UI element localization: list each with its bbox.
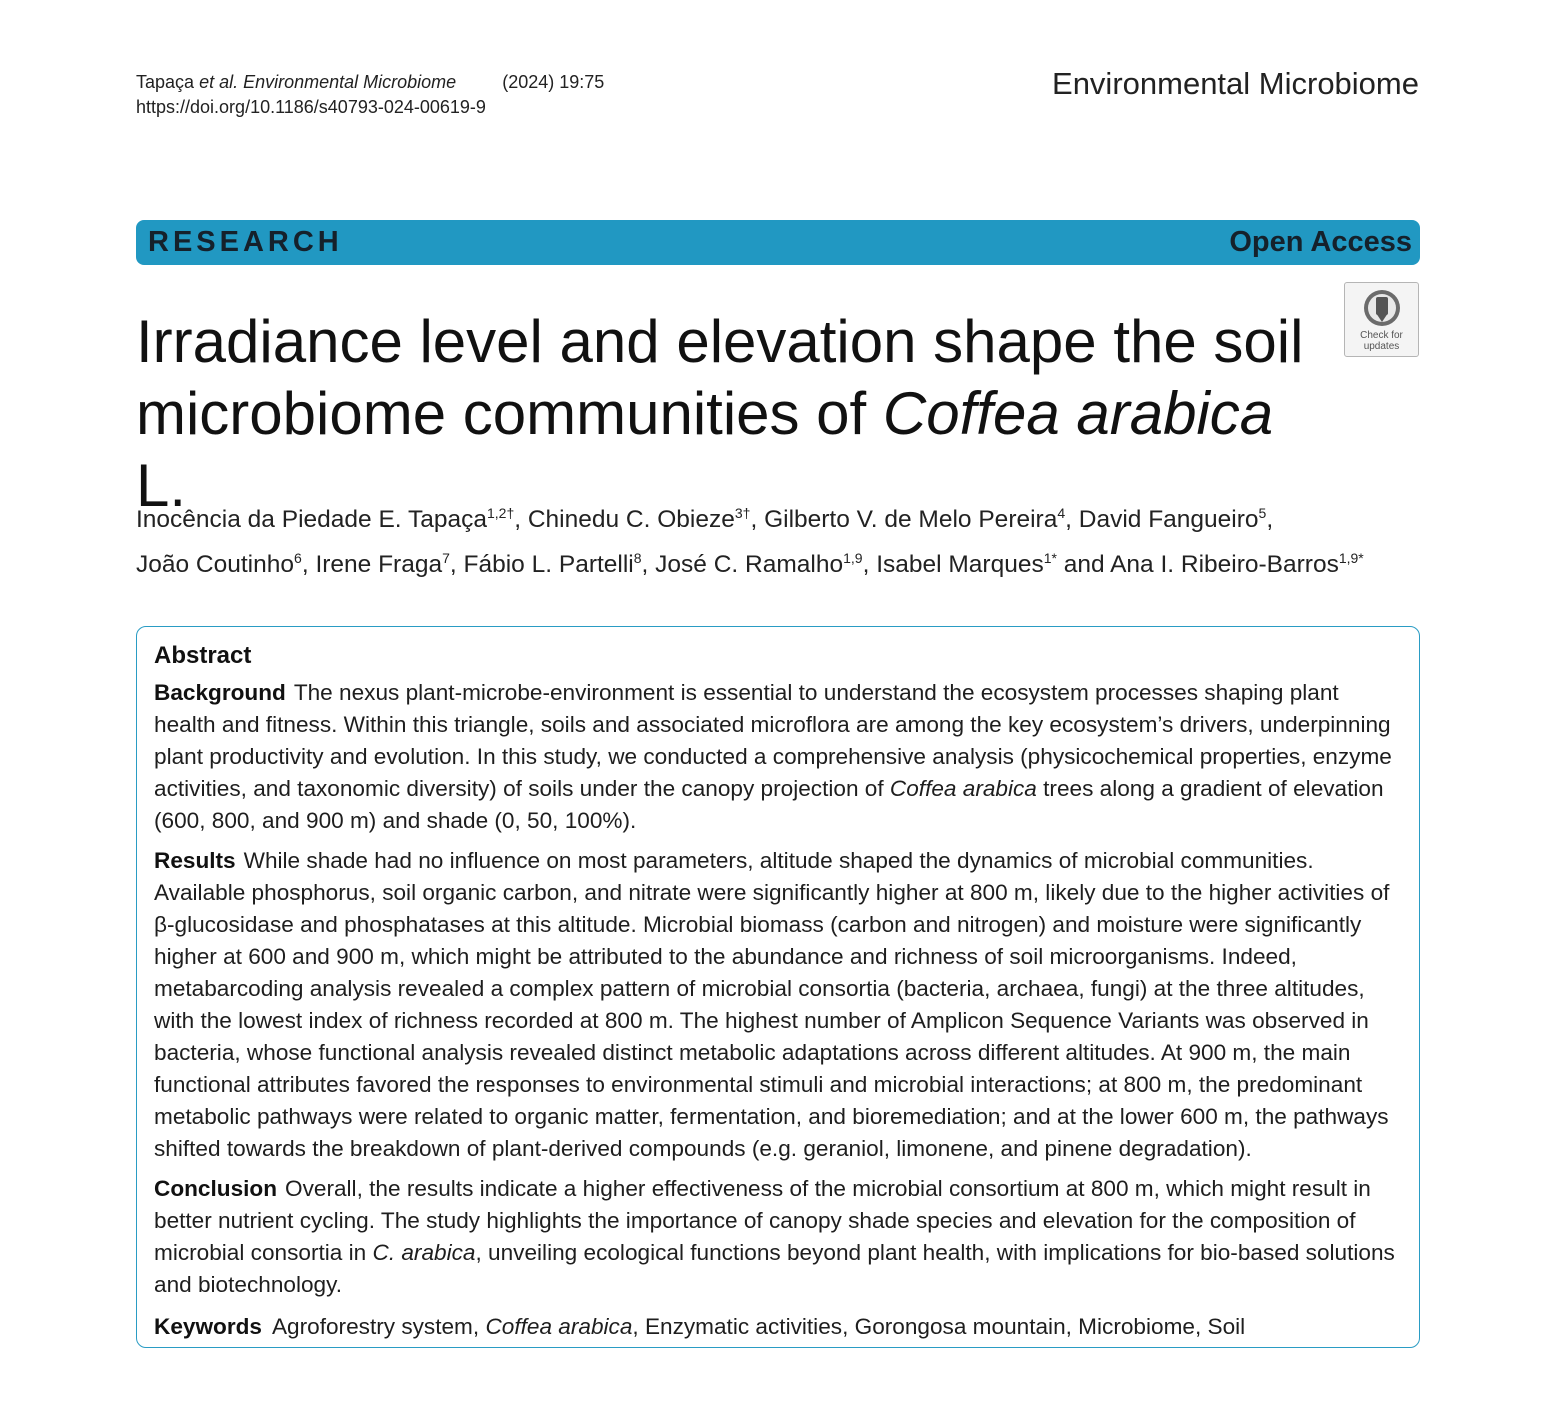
results-label: Results <box>154 848 236 873</box>
doi-link[interactable]: https://doi.org/10.1186/s40793-024-00619-9 <box>136 97 486 117</box>
journal-abbrev: Environmental Microbiome <box>243 72 457 92</box>
author-name[interactable]: Ana I. Ribeiro-Barros <box>1110 551 1339 579</box>
conclusion-text-end: , unveiling ecological functions beyond plant health, with implications for bio-based solutions and biotechnology. <box>154 1240 1395 1297</box>
author-affiliation: 7 <box>442 550 450 567</box>
results-text: While shade had no influence on most parameters, altitude shaped the dynamics of microbial communities. Available phosphorus, soil organic carbon, and nitrate were significantly higher at 800 m, likely due to the higher activities of β-glucosidase and phosphatases at this altitude. Microbial biomass (carbon and nitrogen) and moisture were significantly higher at 600 and 900 m, which might be attributed to the abundance and richness of soil microorganisms. Indeed, metabarcoding analysis revealed a complex pattern of microbial consortia (bacteria, archaea, fungi) at the three altitudes, with the lowest index of richness recorded at 800 m. The highest number of Amplicon Sequence Variants was observed in bacteria, whose functional analysis revealed distinct metabolic adaptations across different altitudes. At 900 m, the main functional attributes favored the responses to environmental stimuli and microbial interactions; at 800 m, the predominant metabolic pathways were related to organic matter, fermentation, and bioremediation; and at the lower 600 m, the pathways shifted towards the breakdown of plant-derived compounds (e.g. geraniol, limonene, and pinene degradation). <box>154 848 1390 1161</box>
running-head <box>136 70 456 95</box>
article-type-banner <box>136 220 1420 265</box>
check-for-updates-button[interactable] <box>1344 282 1419 357</box>
abstract-heading: Abstract <box>154 642 252 669</box>
citation-line <box>136 70 604 95</box>
title-species: Coffea arabica <box>882 380 1274 447</box>
article-header <box>136 70 604 120</box>
author-list <box>136 494 1426 584</box>
title-text: Irradiance level and elevation shape the soil microbiome communities of <box>136 308 1304 447</box>
et-al: et al. <box>199 72 239 92</box>
article-title <box>136 306 1316 522</box>
author-affiliation: 4 <box>1057 505 1066 521</box>
background-text-end: trees along a gradient of elevation (600, 800, and 900 m) and shade (0, 50, 100%). <box>154 776 1384 833</box>
author-name[interactable]: Fábio L. Partelli <box>463 551 634 579</box>
abstract-background <box>154 677 1401 837</box>
keywords-text: Agroforestry system, <box>271 1314 486 1339</box>
abstract-results <box>154 845 1401 1165</box>
author-separator: , <box>641 551 656 579</box>
author-separator: , <box>750 506 765 534</box>
open-access-label: Open Access <box>1229 226 1412 258</box>
author-name[interactable]: José C. Ramalho <box>655 551 844 579</box>
conclusion-label: Conclusion <box>154 1176 278 1201</box>
author-name[interactable]: Inocência da Piedade E. Tapaça <box>136 506 487 534</box>
background-species: Coffea arabica <box>889 776 1037 801</box>
author-affiliation: 5 <box>1258 505 1267 521</box>
keywords-text-end: , Enzymatic activities, Gorongosa mountain, Microbiome, Soil <box>632 1314 1246 1339</box>
keywords <box>154 1311 1401 1343</box>
author-separator: , <box>1266 506 1274 534</box>
crossmark-icon <box>1362 288 1402 328</box>
background-text: The nexus plant-microbe-environment is essential to understand the ecosystem processes shaping plant health and fitness. Within this triangle, soils and associated microflora are among the key ecosystem’s drivers, underpinning plant productivity and evolution. In this study, we conducted a comprehensive analysis (physicochemical properties, enzyme activities, and taxonomic diversity) of soils under the canopy projection of <box>154 680 1392 801</box>
badge-line-2: updates <box>1363 341 1400 352</box>
background-label: Background <box>154 680 286 705</box>
author-affiliation: 1,9 <box>843 550 863 567</box>
conclusion-text: Overall, the results indicate a higher effectiveness of the microbial consortium at 800 m, which might result in better nutrient cycling. The study highlights the importance of canopy shade species and elevation for the composition of microbial consortia in <box>154 1176 1371 1265</box>
title-suffix: L. <box>136 452 187 519</box>
author-separator: , <box>449 551 464 579</box>
author-name[interactable]: David Fangueiro <box>1078 506 1259 534</box>
author-separator: , <box>301 551 316 579</box>
keywords-species: Coffea arabica <box>485 1314 633 1339</box>
badge-line-1: Check for <box>1360 330 1403 341</box>
article-type-label: RESEARCH <box>148 226 343 258</box>
author-name[interactable]: Chinedu C. Obieze <box>527 506 735 534</box>
keywords-label: Keywords <box>154 1314 262 1339</box>
author-separator: , <box>862 551 877 579</box>
conclusion-species: C. arabica <box>372 1240 476 1265</box>
author-separator: , <box>1065 506 1079 534</box>
author-separator: and <box>1056 551 1111 579</box>
abstract-conclusion <box>154 1173 1401 1301</box>
author-affiliation: 3† <box>734 505 751 521</box>
author-affiliation: 8 <box>633 550 642 567</box>
author-affiliation: 1,2† <box>486 505 515 521</box>
journal-name: Environmental Microbiome <box>1052 66 1419 101</box>
author-separator: , <box>514 506 528 534</box>
author-name[interactable]: Isabel Marques <box>876 551 1044 579</box>
author-name[interactable]: Gilberto V. de Melo Pereira <box>764 506 1058 534</box>
author-affiliation: 1* <box>1043 550 1057 567</box>
volume-citation: (2024) 19:75 <box>502 72 605 92</box>
first-author-surname: Tapaça <box>136 72 195 92</box>
abstract-box <box>136 626 1420 1348</box>
author-name[interactable]: João Coutinho <box>136 551 295 579</box>
author-affiliation: 1,9* <box>1338 550 1364 567</box>
author-affiliation: 6 <box>294 550 302 567</box>
author-name[interactable]: Irene Fraga <box>315 551 443 579</box>
